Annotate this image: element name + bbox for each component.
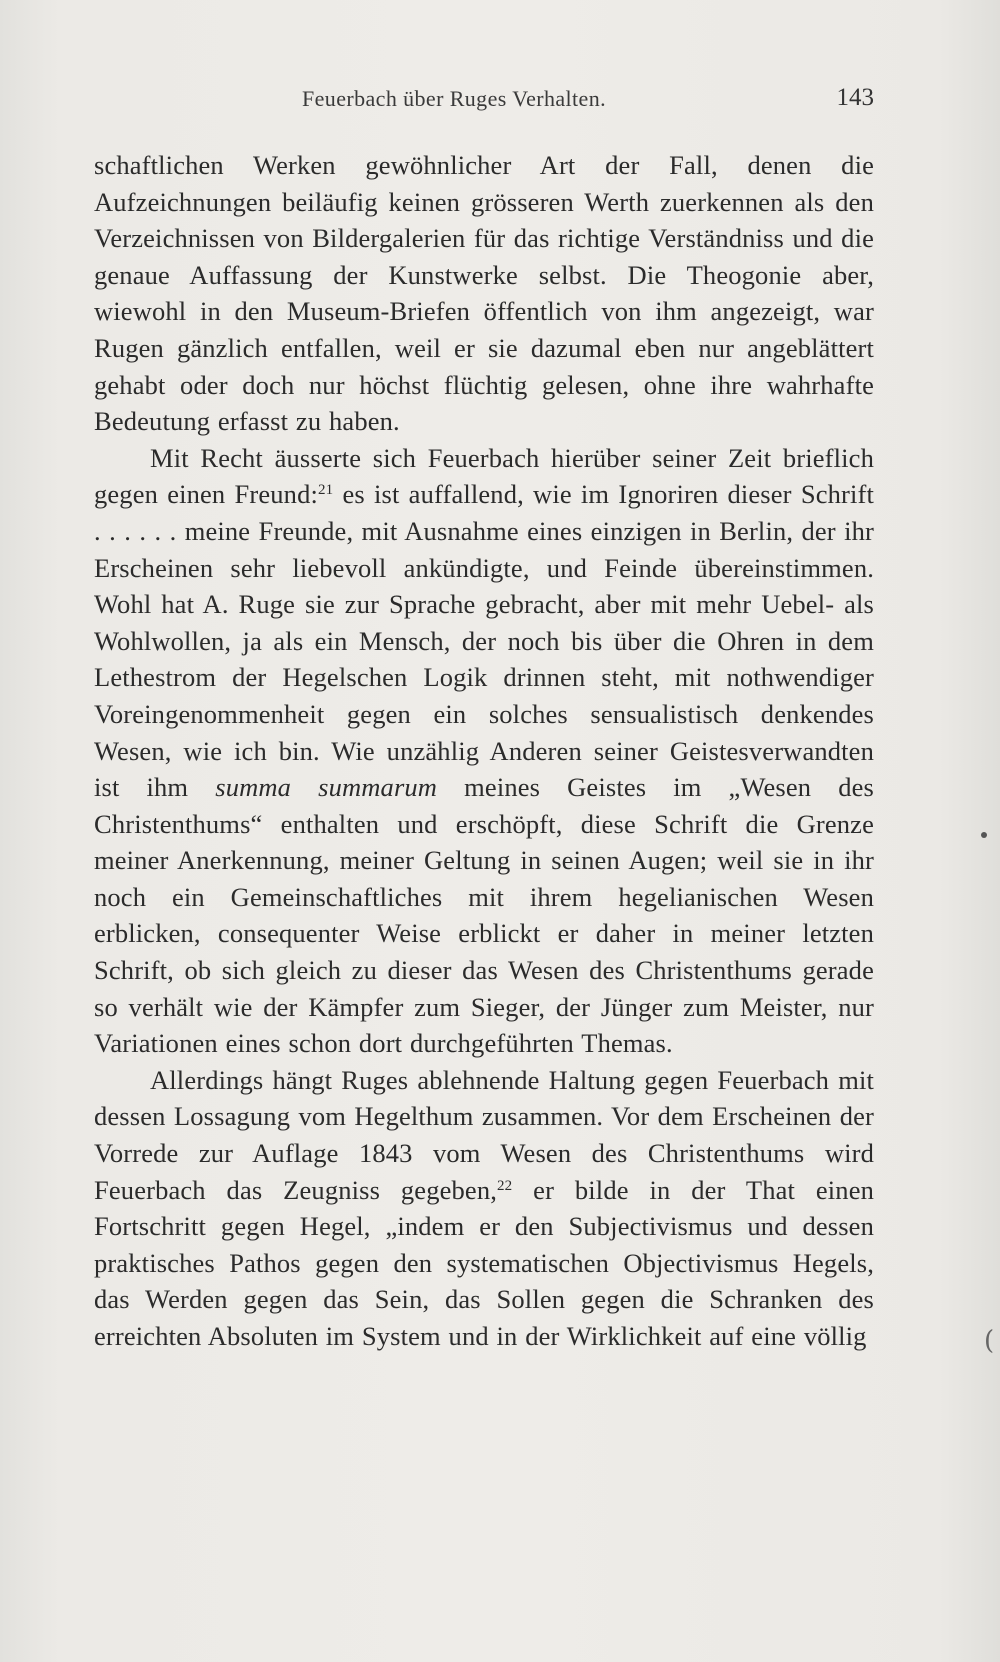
paragraph-2	[94, 440, 874, 1062]
paragraph-2-text-a: Mit Recht äusserte sich Feuerbach hierüber seiner Zeit brieflich gegen einen Freund:	[94, 442, 874, 510]
footnote-ref-21[interactable]: 21	[317, 482, 334, 499]
paragraph-3-text-b: er bilde in der That einen Fortschritt gegen Hegel, „indem er den Subjectivismus und dessen praktisches Pathos gegen den systematischen Objectivismus Hegels, das Werden gegen das Sein, das Sollen gegen die Schranken des erreichten Absoluten im System und in der Wirklichkeit auf eine völlig	[94, 1174, 875, 1351]
latin-phrase: summa summarum	[215, 772, 438, 803]
page-header	[94, 86, 874, 122]
paragraph-2-text-b: es ist auffallend, wie im Ignoriren dieser Schrift . . . . . . meine Freunde, mit Ausnahme eines einzigen in Berlin, der ihr Erscheinen sehr liebevoll ankündigte, und Feinde übereinstimmen. Wohl hat A. Ruge sie zur Sprache gebracht, aber mit mehr Uebel- als Wohlwollen, ja als ein Mensch, der noch bis über die Ohren in dem Lethestrom der Hegelschen Logik drinnen steht, mit nothwendiger Voreingenommenheit gegen ein solches sensualistisch denkendes Wesen, wie ich bin. Wie unzählig Anderen seiner Geistesverwandten ist ihm	[94, 479, 874, 803]
running-title: Feuerbach über Ruges Verhalten.	[302, 86, 607, 111]
page-number: 143	[836, 84, 874, 111]
paragraph-2-text-c: meines Geistes im „Wesen des Christenthums“ enthalten und erschöpft, diese Schrift die Grenze meiner Anerkennung, meiner Geltung in seinen Augen; weil sie in ihr noch ein Gemeinschaftliches mit ihrem hegelianischen Wesen erblicken, consequenter Weise erblickt er daher in meiner letzten Schrift, ob sich gleich zu dieser das Wesen des Christenthums gerade so verhält wie der Kämpfer zum Sieger, der Jünger zum Meister, nur Variationen eines schon dort durchgeführten Themas.	[94, 772, 874, 1059]
paragraph-1-text: schaftlichen Werken gewöhnlicher Art der Fall, denen die Aufzeichnungen beiläufig keinen grösseren Werth zuerkennen als den Verzeichnissen von Bildergalerien für das richtige Verständniss und die genaue Auffassung der Kunstwerke selbst. Die Theogonie aber, wiewohl in den Museum-Briefen öffentlich von ihm angezeigt, war Rugen gänzlich entfallen, weil er sie dazumal eben nur angeblättert gehabt oder doch nur höchst flüchtig gelesen, ohne ihre wahrhafte Bedeutung erfasst zu haben.	[94, 150, 874, 437]
body-text	[94, 147, 874, 1355]
footnote-ref-22[interactable]: 22	[497, 1177, 513, 1194]
margin-dot-mark	[981, 832, 987, 838]
paragraph-3-text-a: Allerdings hängt Ruges ablehnende Haltung gegen Feuerbach mit dessen Lossagung vom Hegelthum zusammen. Vor dem Erscheinen der Vorrede zur Auflage 1843 vom Wesen des Christenthums wird Feuerbach das Zeugniss gegeben,	[94, 1064, 874, 1205]
margin-pencil-mark: (	[984, 1326, 995, 1356]
paragraph-3	[94, 1062, 874, 1355]
paragraph-1	[94, 147, 874, 440]
